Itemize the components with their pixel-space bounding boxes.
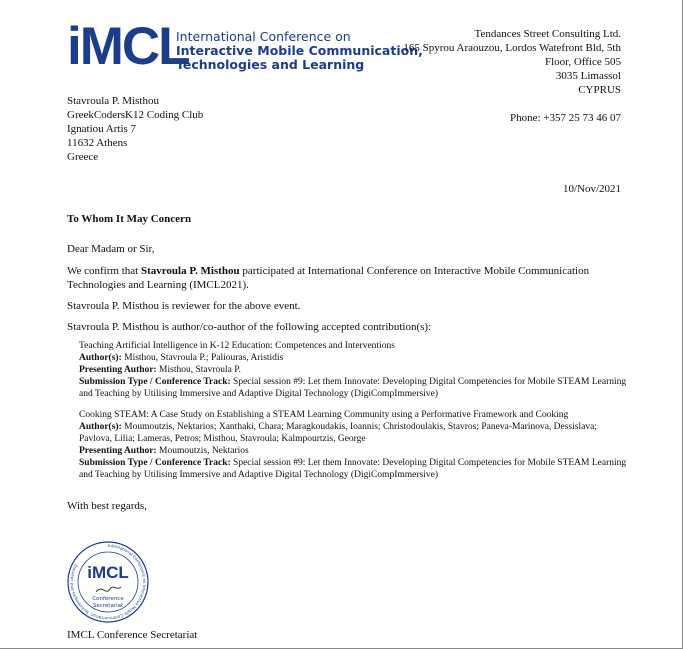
recipient-city: 11632 Athens: [67, 137, 128, 149]
company-address-2: Floor, Office 505: [544, 56, 621, 68]
company-country: CYPRUS: [578, 84, 621, 96]
company-address-1: 165 Spyrou Araouzou, Lordos Watefront Bld, 5th: [403, 42, 621, 54]
contribution-presenting: [79, 364, 627, 376]
contribution-authors: [79, 352, 627, 364]
signature-mark: [96, 587, 121, 592]
concern-heading: To Whom It May Concern: [67, 213, 192, 225]
seal-label-1: Conference: [92, 596, 124, 602]
company-city: 3035 Limassol: [555, 70, 621, 82]
seal-mark: iMCL: [87, 563, 129, 582]
reviewer-statement: Stavroula P. Misthou is reviewer for the above event.: [67, 300, 301, 312]
confirmation-paragraph: [67, 264, 627, 292]
contribution-track: [79, 457, 627, 481]
logo-text: [176, 29, 423, 72]
recipient-street: Ignatiou Artis 7: [67, 123, 137, 135]
seal-label-2: Secretariat: [92, 603, 124, 609]
authors-value: Misthou, Stavroula P.; Paliouras, Aristidis: [121, 353, 284, 363]
contribution-item: [79, 409, 627, 481]
recipient-org: GreekCodersK12 Coding Club: [67, 109, 204, 121]
logo-line-1: International Conference on: [176, 29, 351, 44]
contribution-title: Teaching Artificial Intelligence in K-12 Education: Competences and Interventions: [79, 341, 395, 351]
logo-line-3: Technologies and Learning: [176, 57, 365, 72]
logo-mark: iMCL: [67, 17, 189, 76]
contribution-title: Cooking STEAM: A Case Study on Establishing a STEAM Learning Community using a Performative Framework and Cooking: [79, 410, 569, 420]
letter-date: 10/Nov/2021: [562, 183, 621, 195]
author-intro: Stavroula P. Misthou is author/co-author of the following accepted contribution(s):: [67, 321, 432, 333]
letter-body: [67, 212, 627, 513]
track-label: Submission Type / Conference Track:: [79, 377, 231, 387]
presenting-value: Moumoutzis, Nektarios: [156, 446, 249, 456]
presenting-label: Presenting Author:: [79, 446, 157, 456]
track-label: Submission Type / Conference Track:: [79, 458, 231, 468]
confirm-pre: We confirm that: [67, 265, 141, 277]
track-value: Special session #9: Let them Innovate: Developing Digital Competencies for Mobile STEAM Learning and Teaching by Utilising Immersive and Adaptive Digital Technology (DigiCompImmersive): [79, 458, 627, 480]
closing: With best regards,: [67, 500, 147, 512]
salutation: Dear Madam or Sir,: [67, 243, 155, 255]
confirm-post: participated at International Conference on Interactive Mobile Communication Technologies and Learning (IMCL2021).: [67, 265, 590, 291]
imcl-logo: [67, 17, 423, 76]
logo-line-2: Interactive Mobile Communication,: [176, 43, 423, 58]
contribution-authors: [79, 421, 627, 445]
authors-label: Author(s):: [79, 422, 122, 432]
contribution-item: [79, 340, 627, 400]
contribution-track: [79, 376, 627, 400]
conference-seal: [66, 540, 150, 624]
authors-value: Moumoutzis, Nektarios; Xanthaki, Chara; Maragkoudakis, Ioannis; Christodoulakis, Stavros; Paneva-Marinova, Dessislava; Pavlova, Lilia; Lameras, Petros; Misthou, Stavroula; Kalmpourtzis, George: [79, 422, 597, 444]
signatory: IMCL Conference Secretariat: [67, 629, 198, 641]
company-phone: Phone: +357 25 73 46 07: [509, 112, 621, 124]
presenting-label: Presenting Author:: [79, 365, 157, 375]
authors-label: Author(s):: [79, 353, 122, 363]
company-name: Tendances Street Consulting Ltd.: [474, 28, 621, 40]
presenting-value: Misthou, Stavroula P.: [156, 365, 241, 375]
confirm-name: Stavroula P. Misthou: [140, 265, 240, 277]
seal-ring-text: International Conference on Interactive Mobile Communication, Technologies and Learning: [68, 542, 147, 622]
sender-address: [403, 27, 621, 97]
contribution-presenting: [79, 445, 627, 457]
recipient-country: Greece: [67, 151, 99, 163]
recipient-address: [67, 94, 203, 164]
track-value: Special session #9: Let them Innovate: Developing Digital Competencies for Mobile STEAM Learning and Teaching by Utilising Immersive and Adaptive Digital Technology (DigiCompImmersive): [79, 377, 627, 399]
recipient-name: Stavroula P. Misthou: [67, 95, 159, 107]
